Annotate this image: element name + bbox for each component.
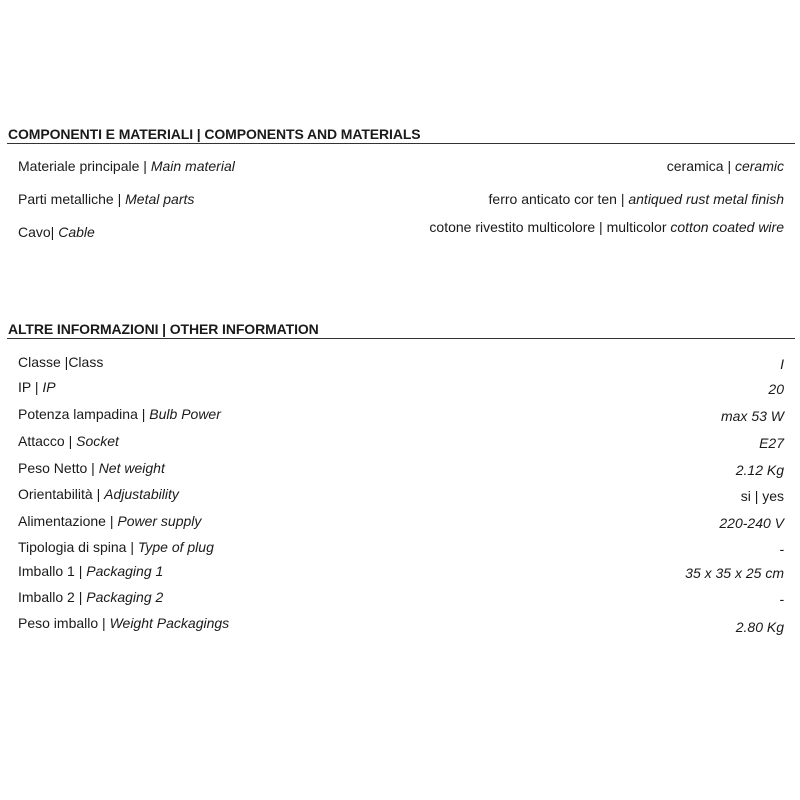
spec-label <box>18 561 163 581</box>
spec-value <box>667 156 784 176</box>
spec-label <box>18 189 194 209</box>
spec-value: I <box>780 356 784 372</box>
label-english: Cable <box>58 224 95 240</box>
other-info-divider <box>7 338 795 339</box>
label-english: Weight Packagings <box>109 615 230 631</box>
value-english: ceramic <box>734 158 784 174</box>
components-title: COMPONENTI E MATERIALI | COMPONENTS AND MATERIALS <box>8 126 421 142</box>
label-italian: Tipologia di spina | <box>18 539 138 555</box>
value-italian: cotone rivestito multicolore | multicolor <box>429 219 671 235</box>
spec-label <box>18 377 56 397</box>
spec-row-net-weight <box>0 458 800 478</box>
label-english: Adjustability <box>104 486 179 502</box>
label-italian: IP | <box>18 379 43 395</box>
spec-value <box>429 217 784 237</box>
spec-label <box>18 587 163 607</box>
other-info-title: ALTRE INFORMAZIONI | OTHER INFORMATION <box>8 321 319 337</box>
spec-row-cable <box>0 221 800 241</box>
value-english: antiqued rust metal finish <box>628 191 784 207</box>
spec-value: max 53 W <box>720 408 784 424</box>
spec-label <box>18 458 165 478</box>
spec-value: - <box>779 591 784 607</box>
spec-value: 20 <box>768 381 784 397</box>
spec-row-plug-type <box>0 537 800 557</box>
spec-value: si | yes <box>740 488 784 504</box>
spec-value: 2.80 Kg <box>735 619 784 635</box>
spec-row-adjustability <box>0 484 800 504</box>
value-italian: ferro anticato cor ten | <box>488 191 629 207</box>
label-italian: Parti metalliche | <box>18 191 126 207</box>
spec-value: 2.12 Kg <box>735 462 784 478</box>
label-italian: Potenza lampadina | <box>18 406 150 422</box>
label-italian: Cavo| <box>18 224 59 240</box>
spec-value <box>489 189 784 209</box>
spec-row-metal-parts <box>0 189 800 209</box>
spec-label <box>18 431 119 451</box>
label-italian: Classe |Class <box>18 354 104 370</box>
spec-row-socket <box>0 431 800 451</box>
label-english: Main material <box>150 158 235 174</box>
spec-value: E27 <box>759 435 784 451</box>
value-italian: ceramica | <box>666 158 735 174</box>
spec-value: 35 x 35 x 25 cm <box>685 565 784 581</box>
spec-label <box>18 613 229 633</box>
label-english: Bulb Power <box>149 406 221 422</box>
label-english: Socket <box>76 433 119 449</box>
spec-row-packaging-1 <box>0 561 800 581</box>
label-italian: Orientabilità | <box>18 486 105 502</box>
label-english: IP <box>42 379 56 395</box>
spec-row-class <box>0 352 800 372</box>
spec-label <box>18 511 201 531</box>
label-english: Packaging 2 <box>86 589 164 605</box>
spec-label <box>18 484 179 504</box>
spec-row-bulb-power <box>0 404 800 424</box>
label-italian: Peso imballo | <box>18 615 110 631</box>
label-italian: Materiale principale | <box>18 158 151 174</box>
spec-value: 220-240 V <box>719 515 784 531</box>
spec-row-packaging-2 <box>0 587 800 607</box>
spec-row-packaging-weight <box>0 613 800 633</box>
label-english: Power supply <box>117 513 202 529</box>
spec-label <box>18 222 95 242</box>
label-italian: Alimentazione | <box>18 513 118 529</box>
label-italian: Imballo 1 | <box>18 563 87 579</box>
spec-label <box>18 156 235 176</box>
label-italian: Peso Netto | <box>18 460 99 476</box>
label-italian: Attacco | <box>18 433 77 449</box>
label-english: Net weight <box>98 460 165 476</box>
label-english: Metal parts <box>125 191 195 207</box>
spec-value: - <box>779 541 784 557</box>
spec-label <box>18 404 221 424</box>
spec-label <box>18 352 103 372</box>
spec-label <box>18 537 214 557</box>
components-divider <box>7 143 795 144</box>
label-italian: Imballo 2 | <box>18 589 87 605</box>
label-english: Packaging 1 <box>86 563 164 579</box>
spec-row-ip <box>0 377 800 397</box>
spec-row-main-material <box>0 156 800 176</box>
spec-row-power-supply <box>0 511 800 531</box>
value-english: cotton coated wire <box>670 219 784 235</box>
label-english: Type of plug <box>137 539 214 555</box>
